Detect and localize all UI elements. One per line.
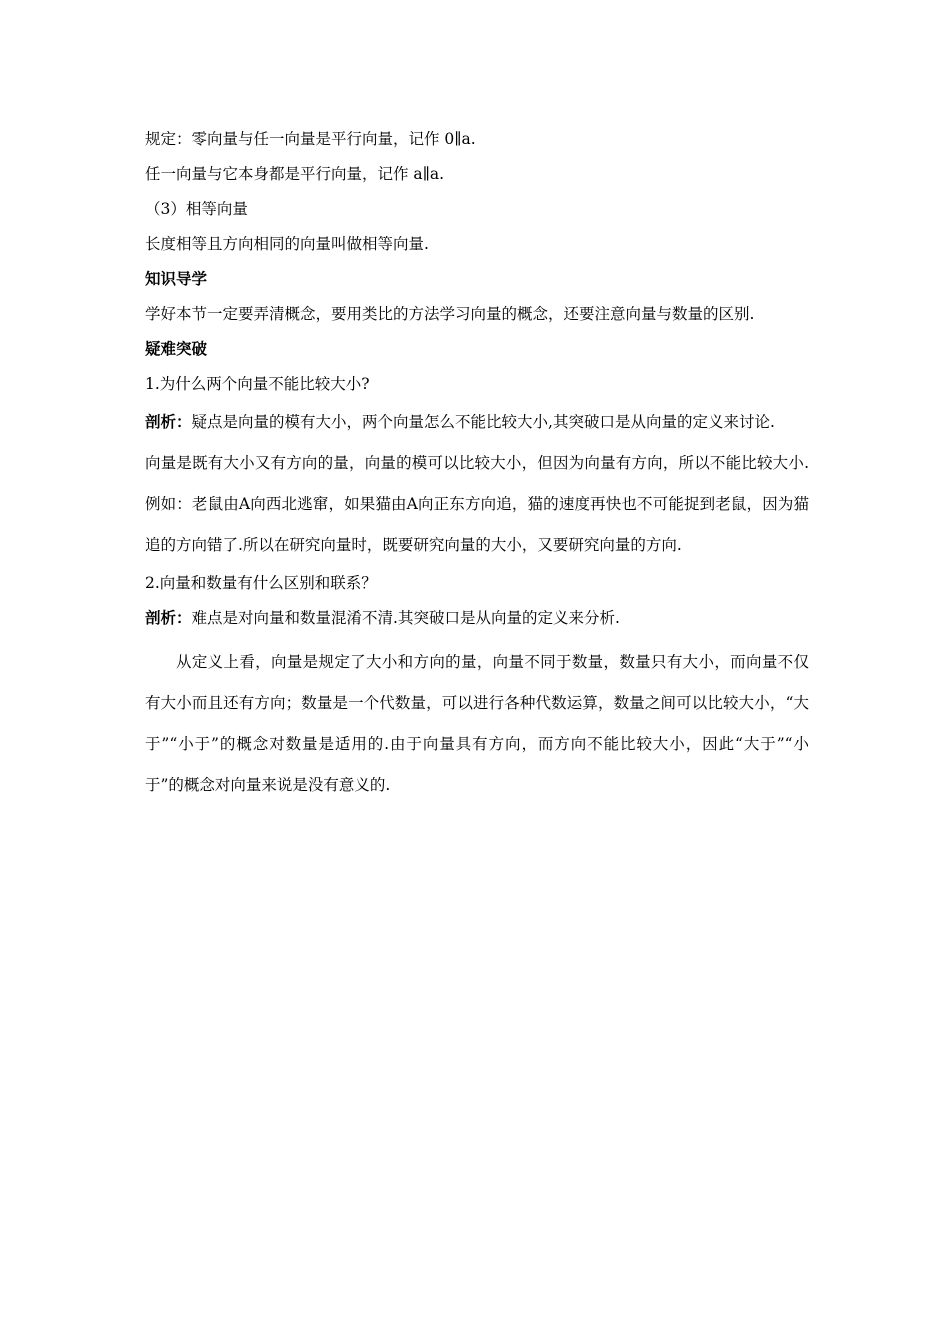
equal-vector-heading: （3）相等向量 (145, 200, 248, 218)
analysis-text: 难点是对向量和数量混淆不清.其突破口是从向量的定义来分析. (191, 609, 620, 627)
document-body (145, 124, 809, 806)
question-2-analysis (145, 603, 809, 634)
analysis-text: 疑点是向量的模有大小，两个向量怎么不能比较大小,其突破口是从向量的定义来讨论. (191, 413, 775, 431)
question-1-explanation: 向量是既有大小又有方向的量，向量的模可以比较大小，但因为向量有方向，所以不能比较大小.例如：老鼠由A向西北逃窜，如果猫由A向正东方向追，猫的速度再快也不可能捉到老鼠，因为猫追的方向错了.所以在研究向量时，既要研究向量的大小，又要研究向量的方向. (145, 454, 809, 554)
guide-paragraph: 学好本节一定要弄清概念，要用类比的方法学习向量的概念，还要注意向量与数量的区别. (145, 305, 755, 323)
rule-self-parallel: 任一向量与它本身都是平行向量，记作 a∥a. (145, 165, 444, 183)
equal-vector-definition: 长度相等且方向相同的向量叫做相等向量. (145, 235, 429, 253)
section-heading-difficulty: 疑难突破 (145, 340, 208, 358)
analysis-label: 剖析： (145, 413, 192, 431)
question-2: 2.向量和数量有什么区别和联系？ (145, 574, 377, 592)
rule-zero-vector: 规定：零向量与任一向量是平行向量，记作 0∥a. (145, 130, 476, 148)
question-2-explanation: 从定义上看，向量是规定了大小和方向的量，向量不同于数量，数量只有大小，而向量不仅有大小而且还有方向；数量是一个代数量，可以进行各种代数运算，数量之间可以比较大小，“大于”“小于”的概念对数量是适用的.由于向量具有方向，而方向不能比较大小，因此“大于”“小于”的概念对向量来说是没有意义的. (145, 653, 809, 794)
question-1: 1.为什么两个向量不能比较大小? (145, 375, 370, 393)
section-heading-guide: 知识导学 (145, 270, 208, 288)
analysis-label: 剖析： (145, 609, 192, 627)
question-1-analysis (145, 402, 809, 443)
